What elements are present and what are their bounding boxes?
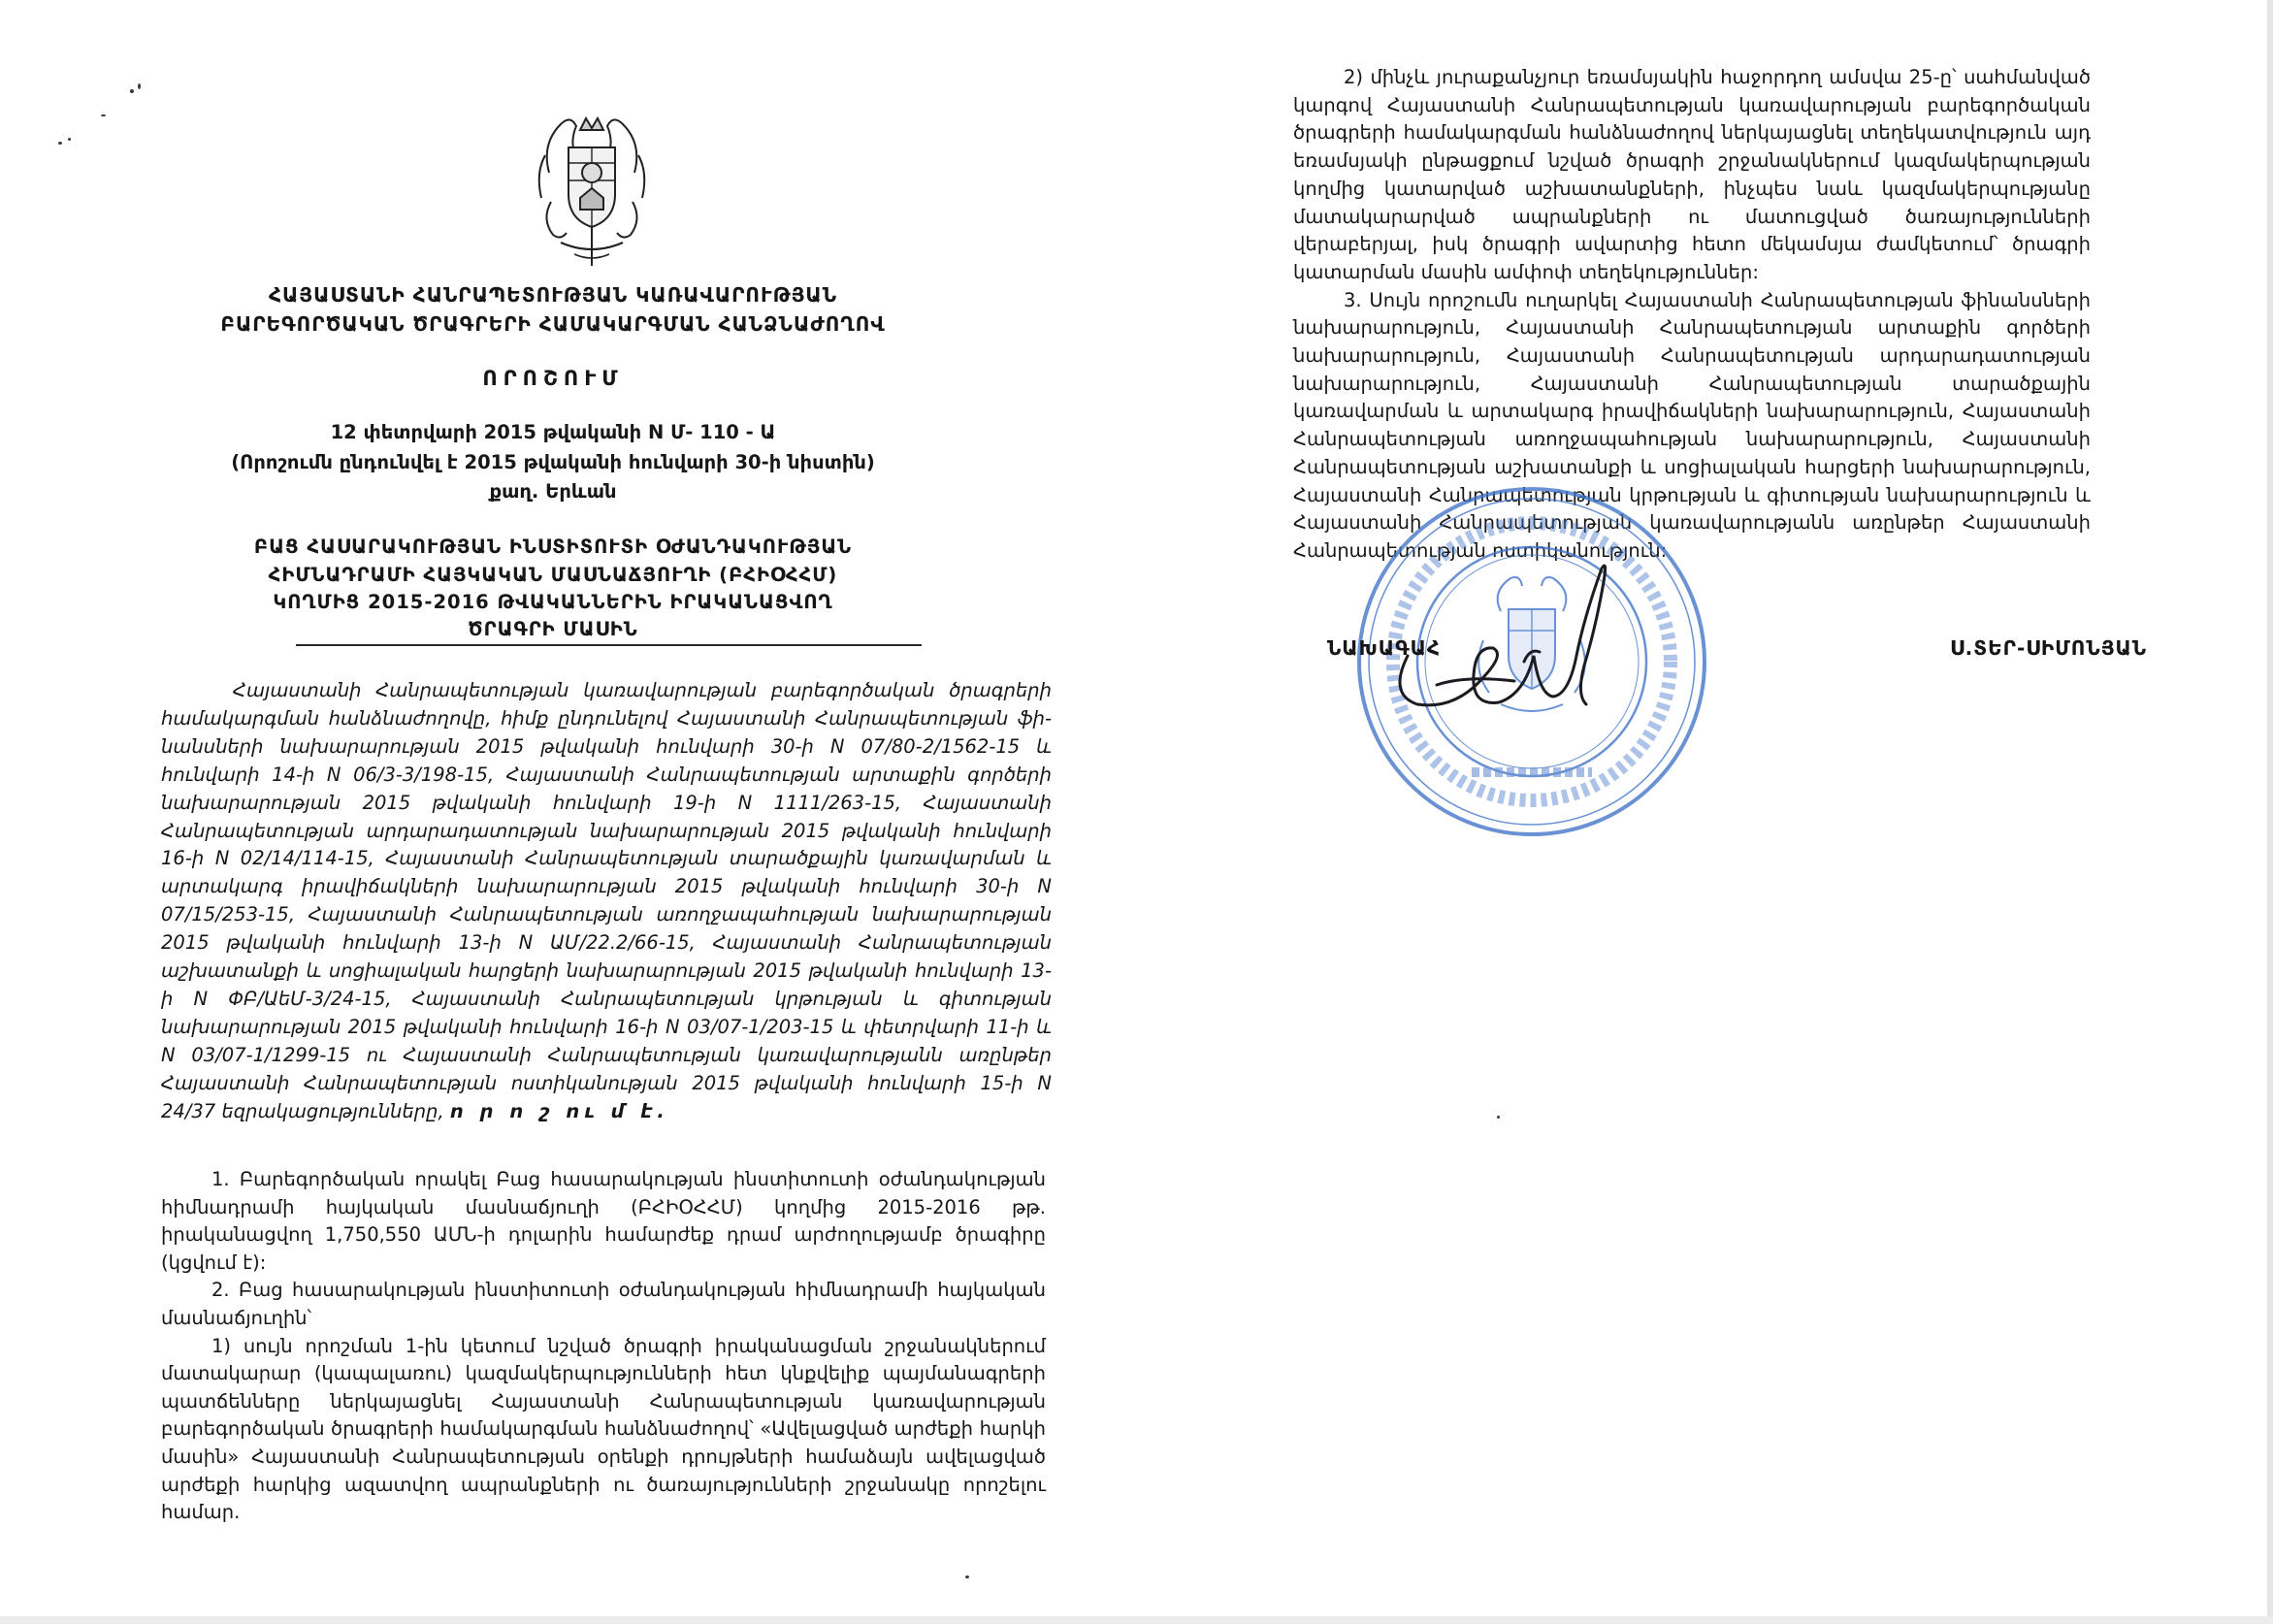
- point-1: 1. Բարեգործական որակել Բաց հասարակության ինստիտուտի օժանդակության հիմնադրամի հայկական մասնաճյուղի (ԲՀԻՕՀՀՄ) կողմից 2015-2016 թթ. իրականացվող 1,750,550 ԱՄՆ-ի դոլարին համարժեք դրամ արժողությամբ ծրագիրը (կցվում է):: [161, 1168, 1046, 1274]
- preamble-text: Հայաստանի Հանրապետության կառավարության բարեգործական ծրագրերի համակարգման հանձնաժողովը, հիմք ընդունելով Հայաստանի Հանրապետության ֆի-նանսների նախարարության 2015 թվականի հունվարի 30-ի N 07/80-2/1562-15 և հունվարի 14-ի N 06/3-3/198-15, Հայաստանի Հանրապետության արտաքին գործերի նախարարության 2015 թվականի հունվարի 19-ի N 1111/263-15, Հայաստանի Հանրապետության արդարադատության նախարարության 2015 թվականի հունվարի 16-ի N 02/14/114-15, Հայաստանի Հանրապետության տարածքային կառավարման և արտակարգ իրավիճակների նախարարության 2015 թվականի հունվարի 30-ի N 07/15/253-15, Հայաստանի Հանրապետության առողջապահության նախարարության 2015 թվականի հունվարի 13-ի N ԱՄ/22.2/66-15, Հայաստանի Հանրապետության աշխատանքի և սոցիալական հարցերի նախարարության 2015 թվականի հունվարի 13-ի N ՓԲ/ԱեՄ-3/24-15, Հայաստանի Հանրապետության կրթության և գիտության նախարարության 2015 թվականի հունվարի 16-ի N 03/07-1/203-15 և փետրվարի 11-ի և N 03/07-1/1299-15 ու Հայաստանի Հանրապետության կառավարությանն առընթեր Հայաստանի Հանրապետության ոստիկանության 2015 թվականի հունվարի 15-ի N 24/37 եզրակացությունները,: [161, 679, 1052, 1122]
- scan-speck: [965, 1575, 969, 1578]
- decision-title: ՈՐՈՇՈՒՄ: [482, 367, 624, 390]
- right-page: [1136, 0, 2273, 1624]
- signatory-name: Ս.ՏԵՐ-ՍԻՄՈՆՅԱՆ: [1950, 636, 2148, 660]
- decides-word: ո ր ո շ ու մ է.: [449, 1099, 669, 1122]
- point-2: 2. Բաց հասարակության ինստիտուտի օժանդակության հիմնադրամի հայկական մասնաճյուղին՝: [161, 1279, 1046, 1329]
- scan-edge-bottom: [0, 1616, 2273, 1624]
- scan-edge-right: [2267, 0, 2273, 1624]
- left-page: [0, 0, 1136, 1624]
- preamble-paragraph: [161, 677, 1052, 1126]
- subject-line-1: ԲԱՑ ՀԱՍԱՐԱԿՈՒԹՅԱՆ ԻՆՍՏԻՏՈՒՏԻ ՕԺԱՆԴԱԿՈՒԹՅԱՆ: [253, 536, 853, 558]
- header-line-1: ՀԱՅԱՍՏԱՆԻ ՀԱՆՐԱՊԵՏՈՒԹՅԱՆ ԿԱՌԱՎԱՐՈՒԹՅԱՆ: [269, 283, 837, 307]
- subject-underline: [296, 644, 922, 646]
- point-2-2: 2) մինչև յուրաքանչյուր եռամսյակին հաջորդող ամսվա 25-ը՝ սահմանված կարգով Հայաստանի Հանրապետության կառավարության բարեգործական ծրագրերի համակարգման հանձնաժողով ներկայացնել տեղեկատվություն այդ եռամսյակի ընթացքում նշված ծրագրի շրջանակներում կազմակերպության կողմից կատարված աշխատանքների, ինչպես նաև կազմակերպությանը մատակարարված ապրանքների ու մատուցված ծառայությունների վերաբերյալ, իսկ ծրագրի ավարտից հետո մեկամսյա ժամկետում՝ ծրագրի կատարման մասին ամփոփ տեղեկություններ:: [1293, 66, 2091, 283]
- scan-speck: [1497, 1116, 1500, 1119]
- subject-line-4: ԾՐԱԳՐԻ ՄԱՍԻՆ: [468, 618, 638, 640]
- scan-speck: [101, 114, 106, 116]
- header-line-2: ԲԱՐԵԳՈՐԾԱԿԱՆ ԾՐԱԳՐԵՐԻ ՀԱՄԱԿԱՐԳՄԱՆ ՀԱՆՁՆԱԺՈՂՈՎ: [220, 312, 886, 336]
- subject-line-3: ԿՈՂՄԻՑ 2015-2016 ԹՎԱԿԱՆՆԵՐԻՆ ԻՐԱԿԱՆԱՑՎՈՂ: [273, 591, 833, 613]
- signatory-title: ՆԱԽԱԳԱՀ: [1327, 636, 1441, 660]
- point-3: 3. Սույն որոշումն ուղարկել Հայաստանի Հանրապետության ֆինանսների նախարարություն, Հայաստանի Հանրապետության արտաքին գործերի նախարարություն, Հայաստանի Հանրապետության արդարադատության նախարարություն, Հայաստանի Հանրապետության տարածքային կառավարման և արտակարգ իրավիճակների նախարարություն, Հայաստանի Հանրապետության առողջապահության նախարարություն, Հայաստանի Հանրապետության աշխատանքի և սոցիալական հարցերի նախարարություն, Հայաստանի Հանրապետության կրթության և գիտության նախարարություն և Հայաստանի Հանրապետության կառավարությանն առընթեր Հայաստանի Հանրապետության ոստիկանություն:: [1293, 288, 2091, 562]
- decision-date-number: 12 փետրվարի 2015 թվականի N Մ- 110 - Ա: [330, 421, 776, 443]
- scan-speck: [68, 138, 71, 141]
- adoption-note: (Որոշումն ընդունվել է 2015 թվականի հունվարի 30-ի նիստին): [231, 451, 875, 473]
- coat-of-arms-emblem: [532, 105, 652, 270]
- scan-speck: [130, 89, 134, 93]
- scan-speck: [58, 142, 62, 145]
- point-2-1: 1) սույն որոշման 1-ին կետում նշված ծրագրի իրականացման շրջանակներում մատակարար (կապալառու) կազմակերպությունների հետ կնքվելիք պայմանագրերի պատճենները ներկայացնել Հայաստանի Հանրապետության կառավարության բարեգործական ծրագրերի համակարգման հանձնաժողով՝ «Ավելացված արժեքի հարկի մասին» Հայաստանի Հանրապետության օրենքի դրույթների համաձայն ավելացված արժեքի հարկից ազատվող ապրանքների ու ծառայությունների շրջանակը որոշելու համար.: [161, 1334, 1046, 1524]
- decision-points-left: [161, 1166, 1046, 1527]
- scan-speck: [138, 83, 141, 89]
- city: քաղ. Երևան: [489, 480, 617, 503]
- subject-line-2: ՀԻՄՆԱԴՐԱՄԻ ՀԱՅԿԱԿԱՆ ՄԱՍՆԱՃՅՈՒՂԻ (ԲՀԻՕՀՀՄ): [268, 564, 838, 586]
